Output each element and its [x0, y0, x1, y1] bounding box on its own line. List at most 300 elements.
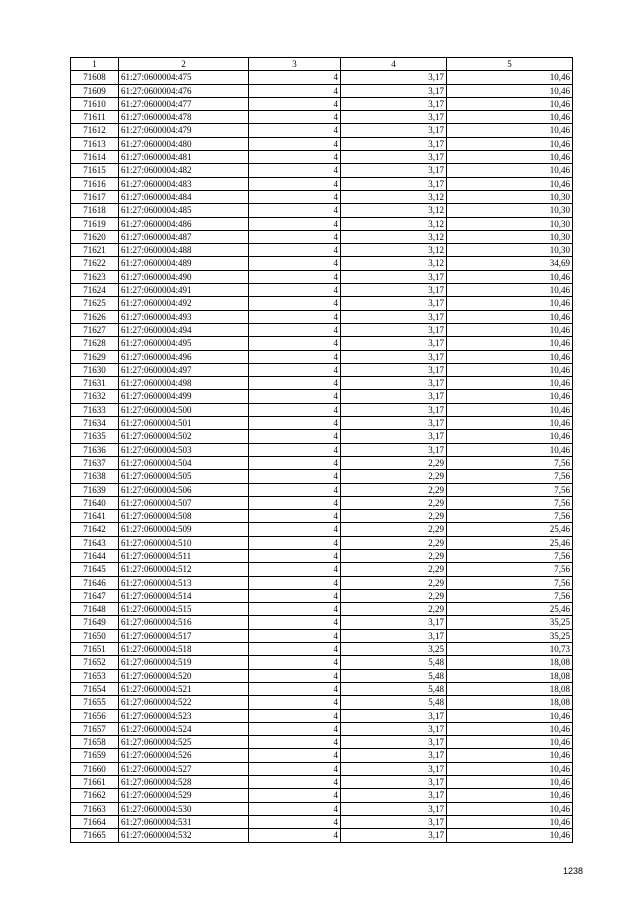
table-cell: 5,48	[341, 682, 447, 695]
table-cell: 3,17	[341, 350, 447, 363]
table-cell: 71647	[71, 589, 119, 602]
table-cell: 2,29	[341, 523, 447, 536]
table-row	[71, 337, 573, 350]
table-cell: 3,17	[341, 829, 447, 842]
table-cell: 3,17	[341, 71, 447, 84]
table-cell: 3,17	[341, 629, 447, 642]
table-cell: 4	[249, 111, 341, 124]
table-cell: 61:27:0600004:508	[119, 510, 249, 523]
table-row	[71, 323, 573, 336]
table-cell: 71632	[71, 390, 119, 403]
table-cell: 61:27:0600004:507	[119, 496, 249, 509]
table-cell: 3,17	[341, 310, 447, 323]
table-cell: 4	[249, 97, 341, 110]
table-cell: 2,29	[341, 563, 447, 576]
table-cell: 3,17	[341, 417, 447, 430]
table-cell: 4	[249, 270, 341, 283]
table-cell: 7,56	[447, 576, 573, 589]
table-cell: 3,17	[341, 337, 447, 350]
table-cell: 71653	[71, 669, 119, 682]
table-row	[71, 97, 573, 110]
table-cell: 4	[249, 736, 341, 749]
table-cell: 4	[249, 377, 341, 390]
table-cell: 61:27:0600004:477	[119, 97, 249, 110]
table-cell: 4	[249, 190, 341, 203]
table-cell: 3,17	[341, 789, 447, 802]
table-cell: 5,48	[341, 696, 447, 709]
table-cell: 61:27:0600004:485	[119, 204, 249, 217]
table-row	[71, 297, 573, 310]
table-cell: 2,29	[341, 496, 447, 509]
table-cell: 10,46	[447, 390, 573, 403]
table-cell: 71626	[71, 310, 119, 323]
table-cell: 10,46	[447, 776, 573, 789]
table-cell: 4	[249, 297, 341, 310]
table-row	[71, 230, 573, 243]
table-cell: 61:27:0600004:521	[119, 682, 249, 695]
table-cell: 61:27:0600004:484	[119, 190, 249, 203]
table-row	[71, 403, 573, 416]
table-cell: 61:27:0600004:479	[119, 124, 249, 137]
table-row	[71, 576, 573, 589]
table-cell: 71636	[71, 443, 119, 456]
table-cell: 3,17	[341, 137, 447, 150]
table-cell: 61:27:0600004:489	[119, 257, 249, 270]
table-row	[71, 137, 573, 150]
table-row	[71, 177, 573, 190]
table-cell: 10,46	[447, 749, 573, 762]
table-cell: 5,48	[341, 669, 447, 682]
table-cell: 71656	[71, 709, 119, 722]
table-cell: 3,17	[341, 616, 447, 629]
table-cell: 4	[249, 71, 341, 84]
table-row	[71, 71, 573, 84]
table-cell: 71665	[71, 829, 119, 842]
table-cell: 71614	[71, 151, 119, 164]
table-cell: 61:27:0600004:532	[119, 829, 249, 842]
table-cell: 71635	[71, 430, 119, 443]
table-cell: 7,56	[447, 549, 573, 562]
table-cell: 71661	[71, 776, 119, 789]
table-cell: 10,46	[447, 71, 573, 84]
table-cell: 61:27:0600004:527	[119, 762, 249, 775]
table-cell: 71616	[71, 177, 119, 190]
table-cell: 71643	[71, 536, 119, 549]
table-cell: 10,46	[447, 443, 573, 456]
table-cell: 61:27:0600004:483	[119, 177, 249, 190]
table-cell: 10,30	[447, 204, 573, 217]
table-cell: 3,17	[341, 323, 447, 336]
table-cell: 71622	[71, 257, 119, 270]
table-cell: 4	[249, 536, 341, 549]
table-cell: 71638	[71, 470, 119, 483]
table-cell: 71623	[71, 270, 119, 283]
table-cell: 10,46	[447, 350, 573, 363]
table-cell: 10,46	[447, 297, 573, 310]
table-cell: 4	[249, 403, 341, 416]
table-cell: 4	[249, 510, 341, 523]
table-cell: 61:27:0600004:529	[119, 789, 249, 802]
table-row	[71, 643, 573, 656]
table-cell: 71648	[71, 603, 119, 616]
table-cell: 4	[249, 443, 341, 456]
table-cell: 71646	[71, 576, 119, 589]
table-cell: 10,46	[447, 363, 573, 376]
table-cell: 3,17	[341, 776, 447, 789]
table-cell: 3,17	[341, 377, 447, 390]
table-cell: 4	[249, 802, 341, 815]
table-cell: 3,12	[341, 190, 447, 203]
table-row	[71, 190, 573, 203]
table-cell: 71651	[71, 643, 119, 656]
table-row	[71, 629, 573, 642]
table-cell: 4	[249, 523, 341, 536]
table-cell: 3,17	[341, 722, 447, 735]
table-cell: 3,12	[341, 230, 447, 243]
table-cell: 4	[249, 682, 341, 695]
table-cell: 2,29	[341, 536, 447, 549]
table-body	[71, 71, 573, 842]
table-cell: 3,17	[341, 177, 447, 190]
table-cell: 10,46	[447, 284, 573, 297]
table-cell: 71618	[71, 204, 119, 217]
table-cell: 4	[249, 430, 341, 443]
table-cell: 4	[249, 470, 341, 483]
table-cell: 71621	[71, 244, 119, 257]
table-cell: 4	[249, 137, 341, 150]
table-cell: 7,56	[447, 456, 573, 469]
table-cell: 61:27:0600004:476	[119, 84, 249, 97]
table-cell: 3,17	[341, 762, 447, 775]
table-cell: 61:27:0600004:490	[119, 270, 249, 283]
table-cell: 4	[249, 323, 341, 336]
table-cell: 61:27:0600004:518	[119, 643, 249, 656]
column-header: 3	[249, 58, 341, 71]
table-cell: 5,48	[341, 656, 447, 669]
table-cell: 61:27:0600004:511	[119, 549, 249, 562]
table-cell: 71641	[71, 510, 119, 523]
table-cell: 18,08	[447, 696, 573, 709]
table-cell: 71660	[71, 762, 119, 775]
column-header: 1	[71, 58, 119, 71]
table-cell: 61:27:0600004:528	[119, 776, 249, 789]
table-cell: 71620	[71, 230, 119, 243]
table-cell: 61:27:0600004:516	[119, 616, 249, 629]
table-cell: 71654	[71, 682, 119, 695]
table-row	[71, 164, 573, 177]
table-row	[71, 111, 573, 124]
table-cell: 4	[249, 310, 341, 323]
table-cell: 4	[249, 84, 341, 97]
table-cell: 71609	[71, 84, 119, 97]
column-header: 4	[341, 58, 447, 71]
table-cell: 7,56	[447, 496, 573, 509]
table-cell: 71611	[71, 111, 119, 124]
column-header: 5	[447, 58, 573, 71]
table-cell: 4	[249, 496, 341, 509]
table-cell: 10,46	[447, 762, 573, 775]
table-cell: 61:27:0600004:498	[119, 377, 249, 390]
table-row	[71, 363, 573, 376]
table-cell: 71613	[71, 137, 119, 150]
table-cell: 71617	[71, 190, 119, 203]
table-row	[71, 762, 573, 775]
table-cell: 3,17	[341, 802, 447, 815]
table-cell: 10,46	[447, 403, 573, 416]
table-cell: 61:27:0600004:522	[119, 696, 249, 709]
table-cell: 4	[249, 589, 341, 602]
table-cell: 4	[249, 164, 341, 177]
table-cell: 3,17	[341, 430, 447, 443]
table-cell: 3,17	[341, 749, 447, 762]
table-cell: 2,29	[341, 603, 447, 616]
table-cell: 2,29	[341, 510, 447, 523]
table-row	[71, 536, 573, 549]
table-cell: 71658	[71, 736, 119, 749]
table-cell: 4	[249, 776, 341, 789]
column-header: 2	[119, 58, 249, 71]
table-cell: 2,29	[341, 576, 447, 589]
table-cell: 61:27:0600004:499	[119, 390, 249, 403]
table-row	[71, 483, 573, 496]
table-cell: 4	[249, 350, 341, 363]
table-row	[71, 603, 573, 616]
table-cell: 4	[249, 456, 341, 469]
table-row	[71, 589, 573, 602]
table-cell: 61:27:0600004:526	[119, 749, 249, 762]
table-cell: 61:27:0600004:519	[119, 656, 249, 669]
table-cell: 3,17	[341, 297, 447, 310]
table-cell: 4	[249, 124, 341, 137]
table-cell: 10,46	[447, 377, 573, 390]
table-cell: 61:27:0600004:509	[119, 523, 249, 536]
table-cell: 4	[249, 563, 341, 576]
table-cell: 4	[249, 762, 341, 775]
table-cell: 2,29	[341, 549, 447, 562]
table-cell: 3,12	[341, 257, 447, 270]
table-row	[71, 656, 573, 669]
table-cell: 2,29	[341, 483, 447, 496]
table-cell: 3,25	[341, 643, 447, 656]
table-cell: 10,30	[447, 244, 573, 257]
table-cell: 61:27:0600004:510	[119, 536, 249, 549]
table-cell: 4	[249, 749, 341, 762]
table-row	[71, 244, 573, 257]
table-row	[71, 204, 573, 217]
table-cell: 3,17	[341, 815, 447, 828]
table-cell: 61:27:0600004:500	[119, 403, 249, 416]
table-cell: 35,25	[447, 616, 573, 629]
register-table	[70, 57, 573, 843]
table-cell: 10,46	[447, 722, 573, 735]
table-cell: 71640	[71, 496, 119, 509]
table-cell: 4	[249, 417, 341, 430]
table-cell: 61:27:0600004:482	[119, 164, 249, 177]
table-cell: 34,69	[447, 257, 573, 270]
table-cell: 4	[249, 257, 341, 270]
table-cell: 4	[249, 643, 341, 656]
table-cell: 10,30	[447, 230, 573, 243]
table-cell: 71639	[71, 483, 119, 496]
table-cell: 61:27:0600004:517	[119, 629, 249, 642]
table-cell: 4	[249, 204, 341, 217]
table-cell: 61:27:0600004:525	[119, 736, 249, 749]
table-cell: 3,17	[341, 284, 447, 297]
table-row	[71, 456, 573, 469]
table-cell: 35,25	[447, 629, 573, 642]
table-cell: 4	[249, 363, 341, 376]
table-row	[71, 549, 573, 562]
table-cell: 18,08	[447, 682, 573, 695]
table-cell: 10,46	[447, 815, 573, 828]
table-row	[71, 430, 573, 443]
table-row	[71, 736, 573, 749]
table-row	[71, 124, 573, 137]
table-row	[71, 84, 573, 97]
table-cell: 71657	[71, 722, 119, 735]
table-cell: 61:27:0600004:481	[119, 151, 249, 164]
table-row	[71, 496, 573, 509]
table-row	[71, 682, 573, 695]
table-row	[71, 417, 573, 430]
table-cell: 10,46	[447, 736, 573, 749]
table-cell: 3,17	[341, 403, 447, 416]
table-row	[71, 616, 573, 629]
table-cell: 10,46	[447, 417, 573, 430]
table-cell: 71644	[71, 549, 119, 562]
page-number: 1238	[562, 866, 583, 876]
table-cell: 71631	[71, 377, 119, 390]
table-cell: 71645	[71, 563, 119, 576]
table-cell: 4	[249, 669, 341, 682]
table-cell: 61:27:0600004:523	[119, 709, 249, 722]
table-cell: 4	[249, 616, 341, 629]
table-row	[71, 749, 573, 762]
table-cell: 10,46	[447, 789, 573, 802]
table-row	[71, 523, 573, 536]
table-cell: 61:27:0600004:502	[119, 430, 249, 443]
table-row	[71, 789, 573, 802]
table-cell: 3,17	[341, 736, 447, 749]
table-cell: 4	[249, 177, 341, 190]
table-cell: 61:27:0600004:505	[119, 470, 249, 483]
table-cell: 71633	[71, 403, 119, 416]
table-cell: 61:27:0600004:506	[119, 483, 249, 496]
table-cell: 3,12	[341, 244, 447, 257]
table-row	[71, 802, 573, 815]
table-cell: 3,17	[341, 151, 447, 164]
table-cell: 4	[249, 722, 341, 735]
table-row	[71, 257, 573, 270]
table-header-row	[71, 58, 573, 71]
table-cell: 7,56	[447, 563, 573, 576]
table-row	[71, 722, 573, 735]
table-cell: 4	[249, 151, 341, 164]
table-cell: 25,46	[447, 603, 573, 616]
table-cell: 61:27:0600004:486	[119, 217, 249, 230]
table-cell: 10,46	[447, 137, 573, 150]
table-row	[71, 709, 573, 722]
table-cell: 3,17	[341, 390, 447, 403]
table-cell: 3,12	[341, 204, 447, 217]
table-cell: 71634	[71, 417, 119, 430]
table-cell: 10,73	[447, 643, 573, 656]
table-cell: 3,17	[341, 709, 447, 722]
table-cell: 71663	[71, 802, 119, 815]
table-row	[71, 563, 573, 576]
table-cell: 71624	[71, 284, 119, 297]
table-cell: 61:27:0600004:503	[119, 443, 249, 456]
table-row	[71, 377, 573, 390]
table-row	[71, 470, 573, 483]
table-cell: 10,46	[447, 111, 573, 124]
table-row	[71, 829, 573, 842]
table-row	[71, 350, 573, 363]
table-cell: 4	[249, 337, 341, 350]
table-cell: 4	[249, 815, 341, 828]
table-row	[71, 443, 573, 456]
table-cell: 61:27:0600004:493	[119, 310, 249, 323]
table-cell: 71637	[71, 456, 119, 469]
table-cell: 18,08	[447, 669, 573, 682]
table-cell: 4	[249, 576, 341, 589]
table-row	[71, 669, 573, 682]
table-cell: 61:27:0600004:478	[119, 111, 249, 124]
table-row	[71, 217, 573, 230]
table-cell: 71612	[71, 124, 119, 137]
table-row	[71, 284, 573, 297]
table-row	[71, 310, 573, 323]
table-cell: 61:27:0600004:491	[119, 284, 249, 297]
table-cell: 3,17	[341, 84, 447, 97]
table-cell: 3,12	[341, 217, 447, 230]
table-cell: 61:27:0600004:513	[119, 576, 249, 589]
table-row	[71, 696, 573, 709]
table-cell: 4	[249, 829, 341, 842]
table-cell: 10,46	[447, 177, 573, 190]
table-cell: 10,46	[447, 310, 573, 323]
table-cell: 61:27:0600004:512	[119, 563, 249, 576]
table-cell: 4	[249, 483, 341, 496]
table-row	[71, 776, 573, 789]
table-row	[71, 815, 573, 828]
table-cell: 61:27:0600004:494	[119, 323, 249, 336]
table-cell: 7,56	[447, 510, 573, 523]
table-cell: 71659	[71, 749, 119, 762]
table-cell: 71625	[71, 297, 119, 310]
table-cell: 3,17	[341, 111, 447, 124]
table-cell: 4	[249, 217, 341, 230]
table-cell: 3,17	[341, 363, 447, 376]
table-cell: 4	[249, 244, 341, 257]
table-cell: 10,46	[447, 97, 573, 110]
table-cell: 4	[249, 284, 341, 297]
table-cell: 10,46	[447, 323, 573, 336]
table-cell: 3,17	[341, 124, 447, 137]
table-cell: 61:27:0600004:475	[119, 71, 249, 84]
table-cell: 71652	[71, 656, 119, 669]
table-cell: 71629	[71, 350, 119, 363]
table-cell: 10,46	[447, 709, 573, 722]
table-cell: 71655	[71, 696, 119, 709]
table-cell: 61:27:0600004:515	[119, 603, 249, 616]
table-cell: 71619	[71, 217, 119, 230]
table-cell: 71627	[71, 323, 119, 336]
table-cell: 61:27:0600004:480	[119, 137, 249, 150]
table-cell: 4	[249, 709, 341, 722]
table-cell: 71628	[71, 337, 119, 350]
table-cell: 10,30	[447, 217, 573, 230]
